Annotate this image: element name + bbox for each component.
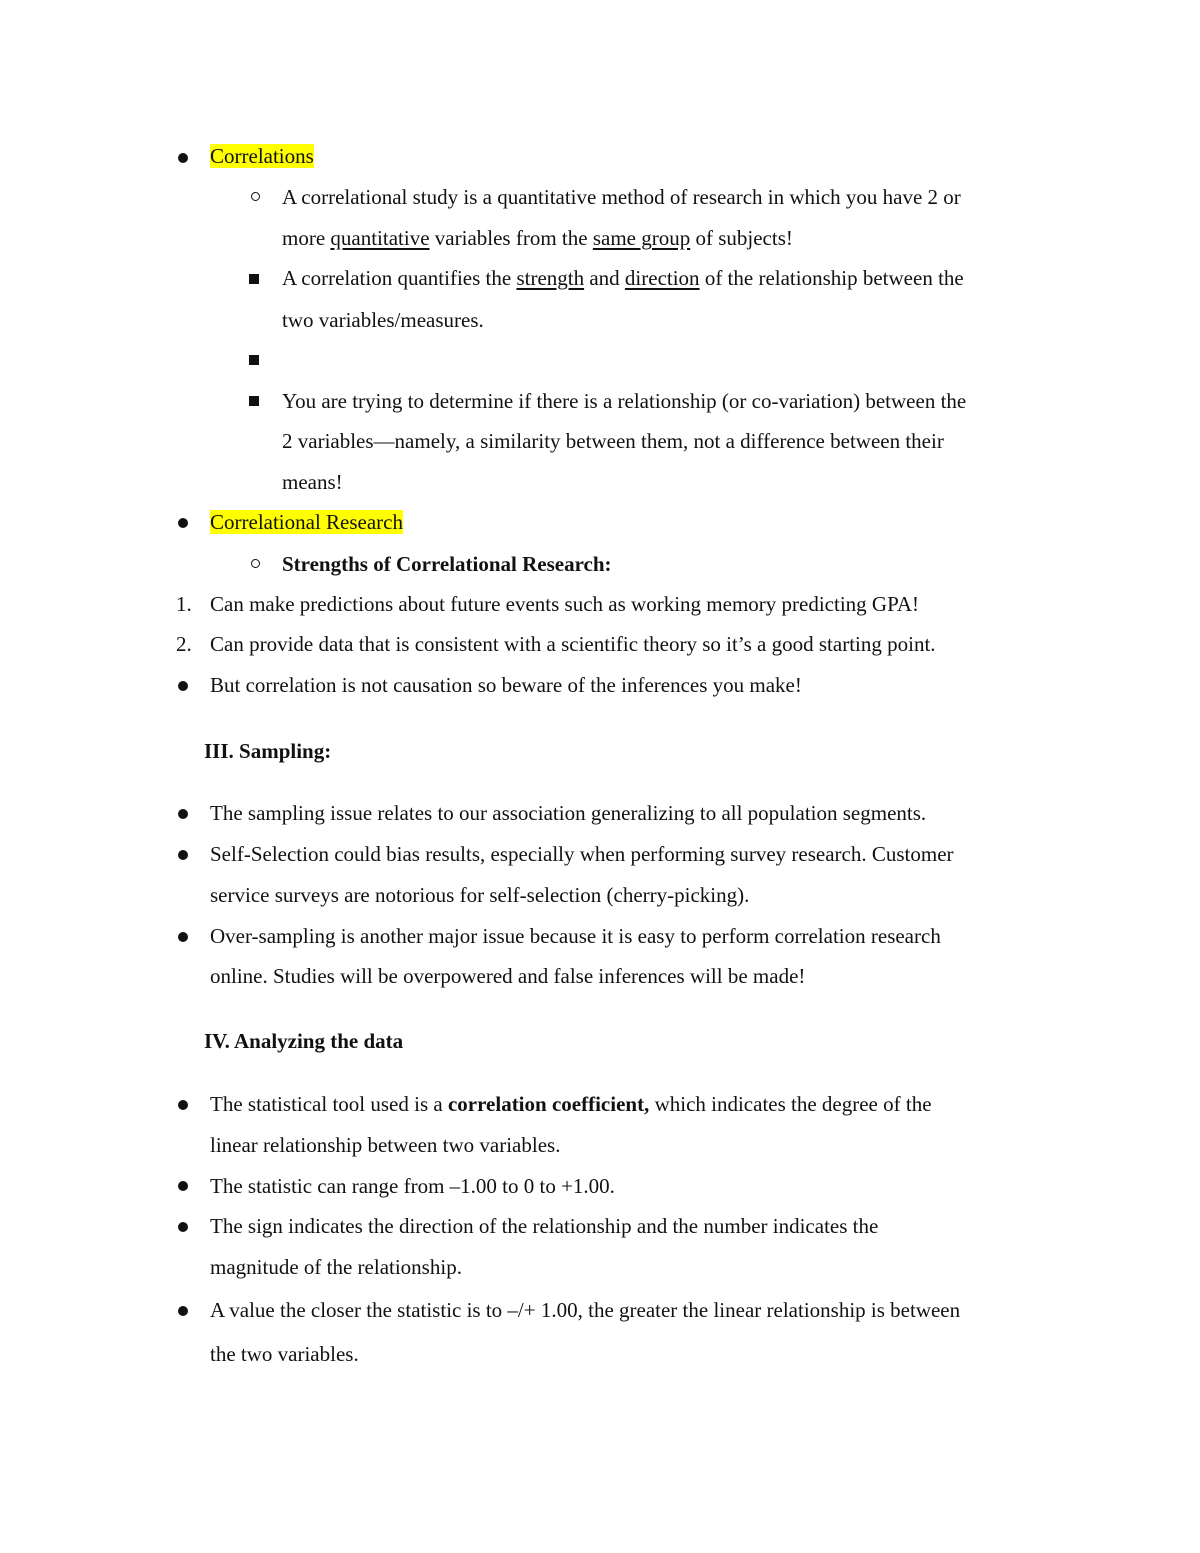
text-line: two variables/measures.: [282, 308, 484, 332]
text-line: magnitude of the relationship.: [210, 1255, 462, 1279]
bullet-dot-icon: [178, 153, 188, 163]
text-line: The statistical tool used is a correlation coefficient, which indicates the degree of the: [210, 1092, 932, 1116]
strengths-heading: Strengths of Correlational Research:: [282, 552, 612, 576]
bullet-dot-icon: [178, 1181, 188, 1191]
bullet-dot-icon: [178, 1100, 188, 1110]
text-line: The sampling issue relates to our association generalizing to all population segments.: [210, 801, 927, 825]
text-line: The sign indicates the direction of the relationship and the number indicates the: [210, 1214, 879, 1238]
list-number: 2.: [176, 632, 192, 656]
text-line: Over-sampling is another major issue because it is easy to perform correlation research: [210, 924, 941, 948]
text-line: But correlation is not causation so beware of the inferences you make!: [210, 673, 802, 697]
text-line: the two variables.: [210, 1342, 359, 1366]
text-line: service surveys are notorious for self-selection (cherry-picking).: [210, 883, 750, 907]
text-line: 2 variables—namely, a similarity between them, not a difference between their: [282, 429, 944, 453]
list-number: 1.: [176, 592, 192, 616]
text-line: means!: [282, 470, 343, 494]
bullet-dot-icon: [178, 809, 188, 819]
text-line: online. Studies will be overpowered and false inferences will be made!: [210, 964, 806, 988]
text-line: A value the closer the statistic is to –/+ 1.00, the greater the linear relationship is between: [210, 1298, 961, 1322]
bullet-dot-icon: [178, 518, 188, 528]
bullet-dot-icon: [178, 850, 188, 860]
bullet-square-icon: [249, 396, 259, 406]
text-line: The statistic can range from –1.00 to 0 to +1.00.: [210, 1174, 615, 1198]
bullet-circle-icon: [251, 192, 260, 201]
text-line: linear relationship between two variables.: [210, 1133, 561, 1157]
heading-correlations: Correlations: [210, 144, 314, 168]
bullet-circle-icon: [251, 559, 260, 568]
bullet-dot-icon: [178, 1222, 188, 1232]
list-item: Can provide data that is consistent with a scientific theory so it’s a good starting point.: [210, 632, 936, 656]
bullet-square-icon: [249, 274, 259, 284]
text-line: Self-Selection could bias results, especially when performing survey research. Customer: [210, 842, 954, 866]
heading-analyzing: IV. Analyzing the data: [204, 1029, 404, 1053]
heading-sampling: III. Sampling:: [204, 739, 332, 763]
text-line: A correlation quantifies the strength and direction of the relationship between the: [282, 266, 964, 290]
list-item: Can make predictions about future events such as working memory predicting GPA!: [210, 592, 919, 616]
bullet-dot-icon: [178, 932, 188, 942]
text-line: A correlational study is a quantitative method of research in which you have 2 or: [282, 185, 961, 209]
bullet-dot-icon: [178, 681, 188, 691]
text-line: You are trying to determine if there is a relationship (or co-variation) between the: [282, 389, 967, 413]
bullet-square-icon: [249, 355, 259, 365]
heading-correlational-research: Correlational Research: [210, 510, 403, 534]
text-line: more quantitative variables from the same group of subjects!: [282, 226, 793, 250]
bullet-dot-icon: [178, 1306, 188, 1316]
